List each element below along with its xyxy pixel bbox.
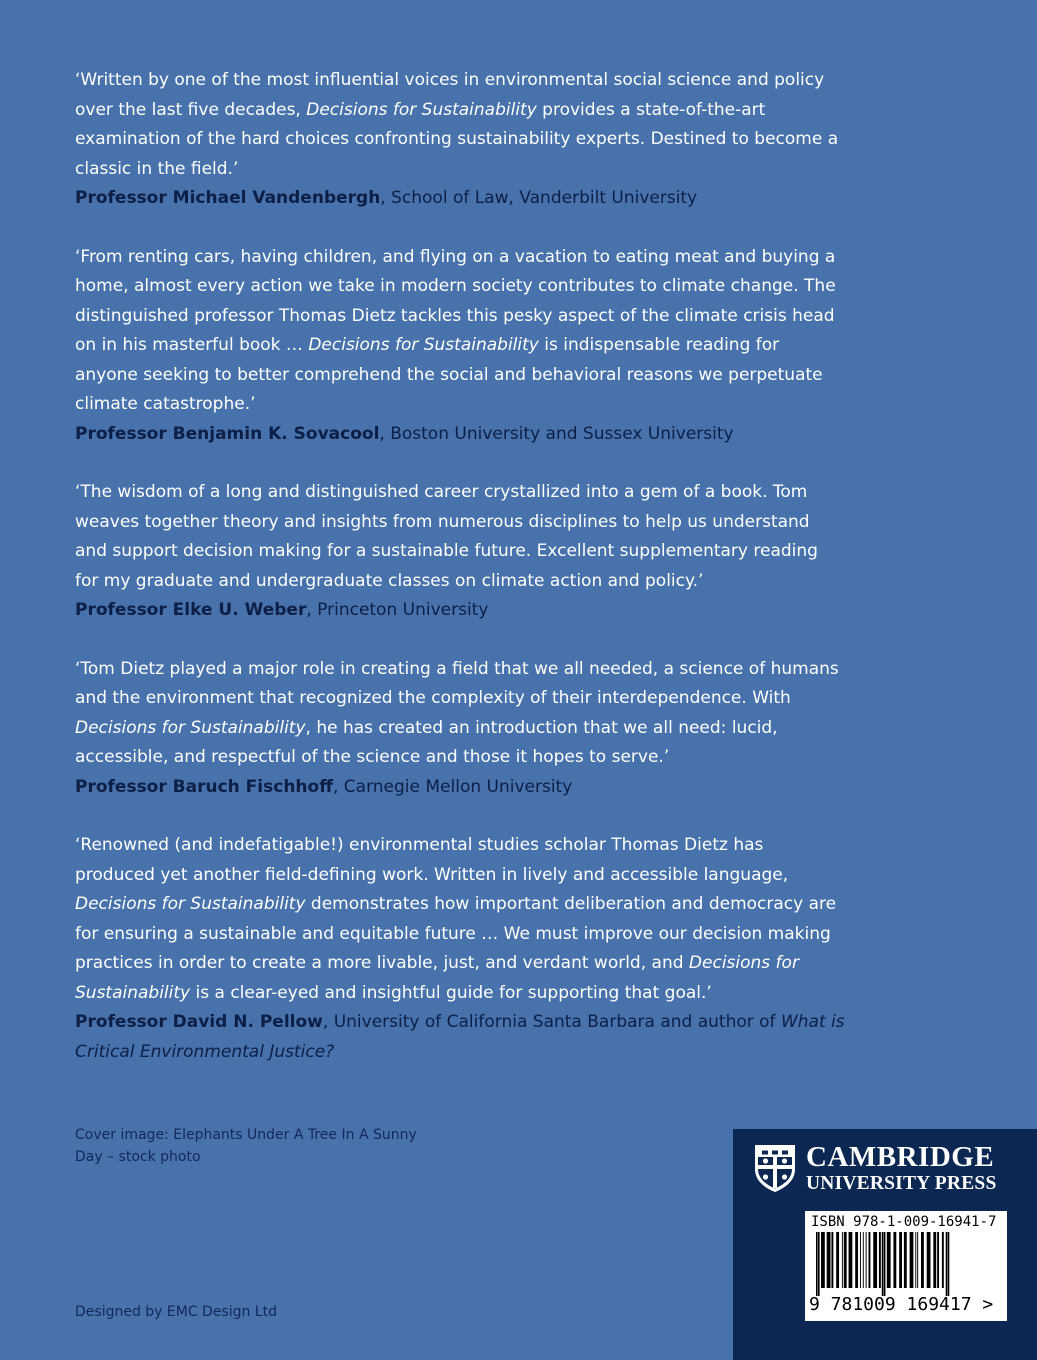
endorser-name: Professor Benjamin K. Sovacool (75, 423, 380, 444)
quote-attribution (75, 1008, 845, 1067)
book-title: Decisions for Sustainability (306, 99, 537, 120)
barcode-bar (866, 1232, 867, 1288)
endorser-affiliation: , Carnegie Mellon University (332, 776, 573, 797)
barcode-bar (904, 1232, 907, 1288)
quote-segment: ‘The wisdom of a long and distinguished career crystallized into a gem of a book. Tom weaves together theory and insights from numerous disciplines to help us understand and support decision making for a sustainable future. Excellent supplementary reading for my graduate and undergraduate classes on climate action and policy.’ (75, 482, 818, 591)
barcode-bar (915, 1232, 916, 1288)
publisher-panel (733, 1129, 1037, 1360)
barcode-bar (844, 1232, 847, 1288)
barcode-bar (849, 1232, 853, 1288)
barcode-bar (942, 1232, 944, 1288)
university-crest-icon (753, 1143, 797, 1193)
barcode-bar (860, 1232, 861, 1288)
barcode-guard-bar (946, 1232, 948, 1296)
quote-attribution (75, 420, 845, 450)
quote-segment: ‘Written by one of the most influential voices in environmental social science and policy over the last five decades, (75, 70, 825, 120)
quote-segment: ‘Renowned (and indefatigable!) environmental studies scholar Thomas Dietz has produced yet another field-defining work. Written in lively and accessible language, (75, 835, 789, 885)
barcode-bar (917, 1232, 918, 1288)
endorsement-quote (75, 655, 845, 803)
barcode-bar (831, 1232, 833, 1288)
barcode-bar (879, 1232, 881, 1288)
endorser-affiliation: , School of Law, Vanderbilt University (380, 188, 698, 208)
barcode-bar (836, 1232, 839, 1288)
book-title: Decisions for Sustainability (75, 953, 799, 1003)
barcode-guard-bar (884, 1232, 886, 1296)
quote-segment: is a clear-eyed and insightful guide for supporting that goal.’ (190, 982, 712, 1003)
publisher-name-line1: CAMBRIDGE (806, 1141, 995, 1173)
endorsements (75, 66, 845, 1096)
designer-credit: Designed by EMC Design Ltd (75, 1304, 278, 1320)
publisher-name (806, 1141, 997, 1195)
quote-segment: provides a state-of-the-art examination of the hard choices confronting sustainability experts. Destined to become a classic in the field.’ (75, 99, 839, 179)
barcode-bar (869, 1232, 871, 1288)
quote-attribution (75, 184, 845, 214)
quote-segment: ‘From renting cars, having children, and flying on a vacation to eating meat and buying a home, almost every action we take in modern society contributes to climate change. The distinguished professor Thomas Dietz tackles this pesky aspect of the climate crisis head on in his masterful book … (75, 246, 836, 355)
endorser-name: Professor Elke U. Weber (75, 600, 307, 620)
barcode-guard-bar (948, 1232, 950, 1296)
barcode-bar (927, 1232, 931, 1288)
endorsement-quote (75, 243, 845, 450)
quote-text (75, 478, 845, 596)
barcode-bar (893, 1232, 896, 1288)
quote-segment: ‘Tom Dietz played a major role in creating a field that we all needed, a science of humans and the environment that recognized the complexity of their interdependence. With (75, 658, 839, 708)
book-title: Decisions for Sustainability (75, 717, 306, 738)
barcode-guard-bar (882, 1232, 884, 1296)
endorser-affiliation: , University of California Santa Barbara and author of (322, 1012, 781, 1032)
book-title: What is Critical Environmental Justice? (75, 1012, 845, 1062)
quote-text (75, 831, 845, 1008)
barcode-bar (821, 1232, 825, 1288)
barcode-guard-bar (816, 1232, 818, 1296)
barcode-bar (933, 1232, 936, 1288)
barcode-bar (863, 1232, 864, 1288)
barcode-bar (937, 1232, 939, 1288)
endorsement-quote (75, 831, 845, 1067)
barcode-bars (810, 1232, 1004, 1296)
endorser-name: Professor David N. Pellow (75, 1012, 323, 1032)
quote-segment: demonstrates how important deliberation and democracy are for ensuring a sustainable and equitable future … We must improve our decision making practices in order to create a more livable, just, and verdant world, and (75, 894, 837, 973)
endorser-affiliation: , Princeton University (306, 600, 489, 620)
cover-image-credit: Cover image: Elephants Under A Tree In A Sunny Day – stock photo (75, 1127, 417, 1165)
barcode-bar (887, 1232, 891, 1288)
isbn-barcode (805, 1211, 1007, 1321)
quote-text (75, 243, 845, 420)
endorser-name: Professor Michael Vandenbergh (75, 188, 381, 208)
barcode-digits: 9 781009 169417 > (809, 1294, 994, 1315)
book-title: Decisions for Sustainability (308, 335, 539, 355)
endorsement-quote (75, 478, 845, 626)
quote-attribution (75, 596, 845, 626)
barcode-bar (899, 1232, 902, 1288)
quote-attribution (75, 773, 845, 803)
barcode-bar (855, 1232, 858, 1288)
endorsement-quote (75, 66, 845, 214)
barcode-bar (921, 1232, 924, 1288)
isbn-label: ISBN 978-1-009-16941-7 (811, 1214, 997, 1230)
quote-segment: is indispensable reading for anyone seeking to better comprehend the social and behavioral reasons we perpetuate climate catastrophe.’ (75, 335, 823, 414)
barcode-bar (842, 1232, 843, 1288)
book-title: Decisions for Sustainability (75, 894, 306, 914)
barcode-bar (827, 1232, 831, 1288)
barcode-bar (910, 1232, 914, 1288)
publisher-name-line2: UNIVERSITY PRESS (806, 1173, 997, 1194)
barcode-bar (873, 1232, 877, 1288)
quote-text (75, 66, 845, 184)
quote-text (75, 655, 845, 773)
endorser-name: Professor Baruch Fischhoff (75, 776, 333, 797)
barcode-guard-bar (818, 1232, 820, 1296)
quote-segment: , he has created an introduction that we all need: lucid, accessible, and respectful of the science and those it hopes to serve.’ (75, 717, 778, 767)
endorser-affiliation: , Boston University and Sussex University (379, 423, 734, 444)
